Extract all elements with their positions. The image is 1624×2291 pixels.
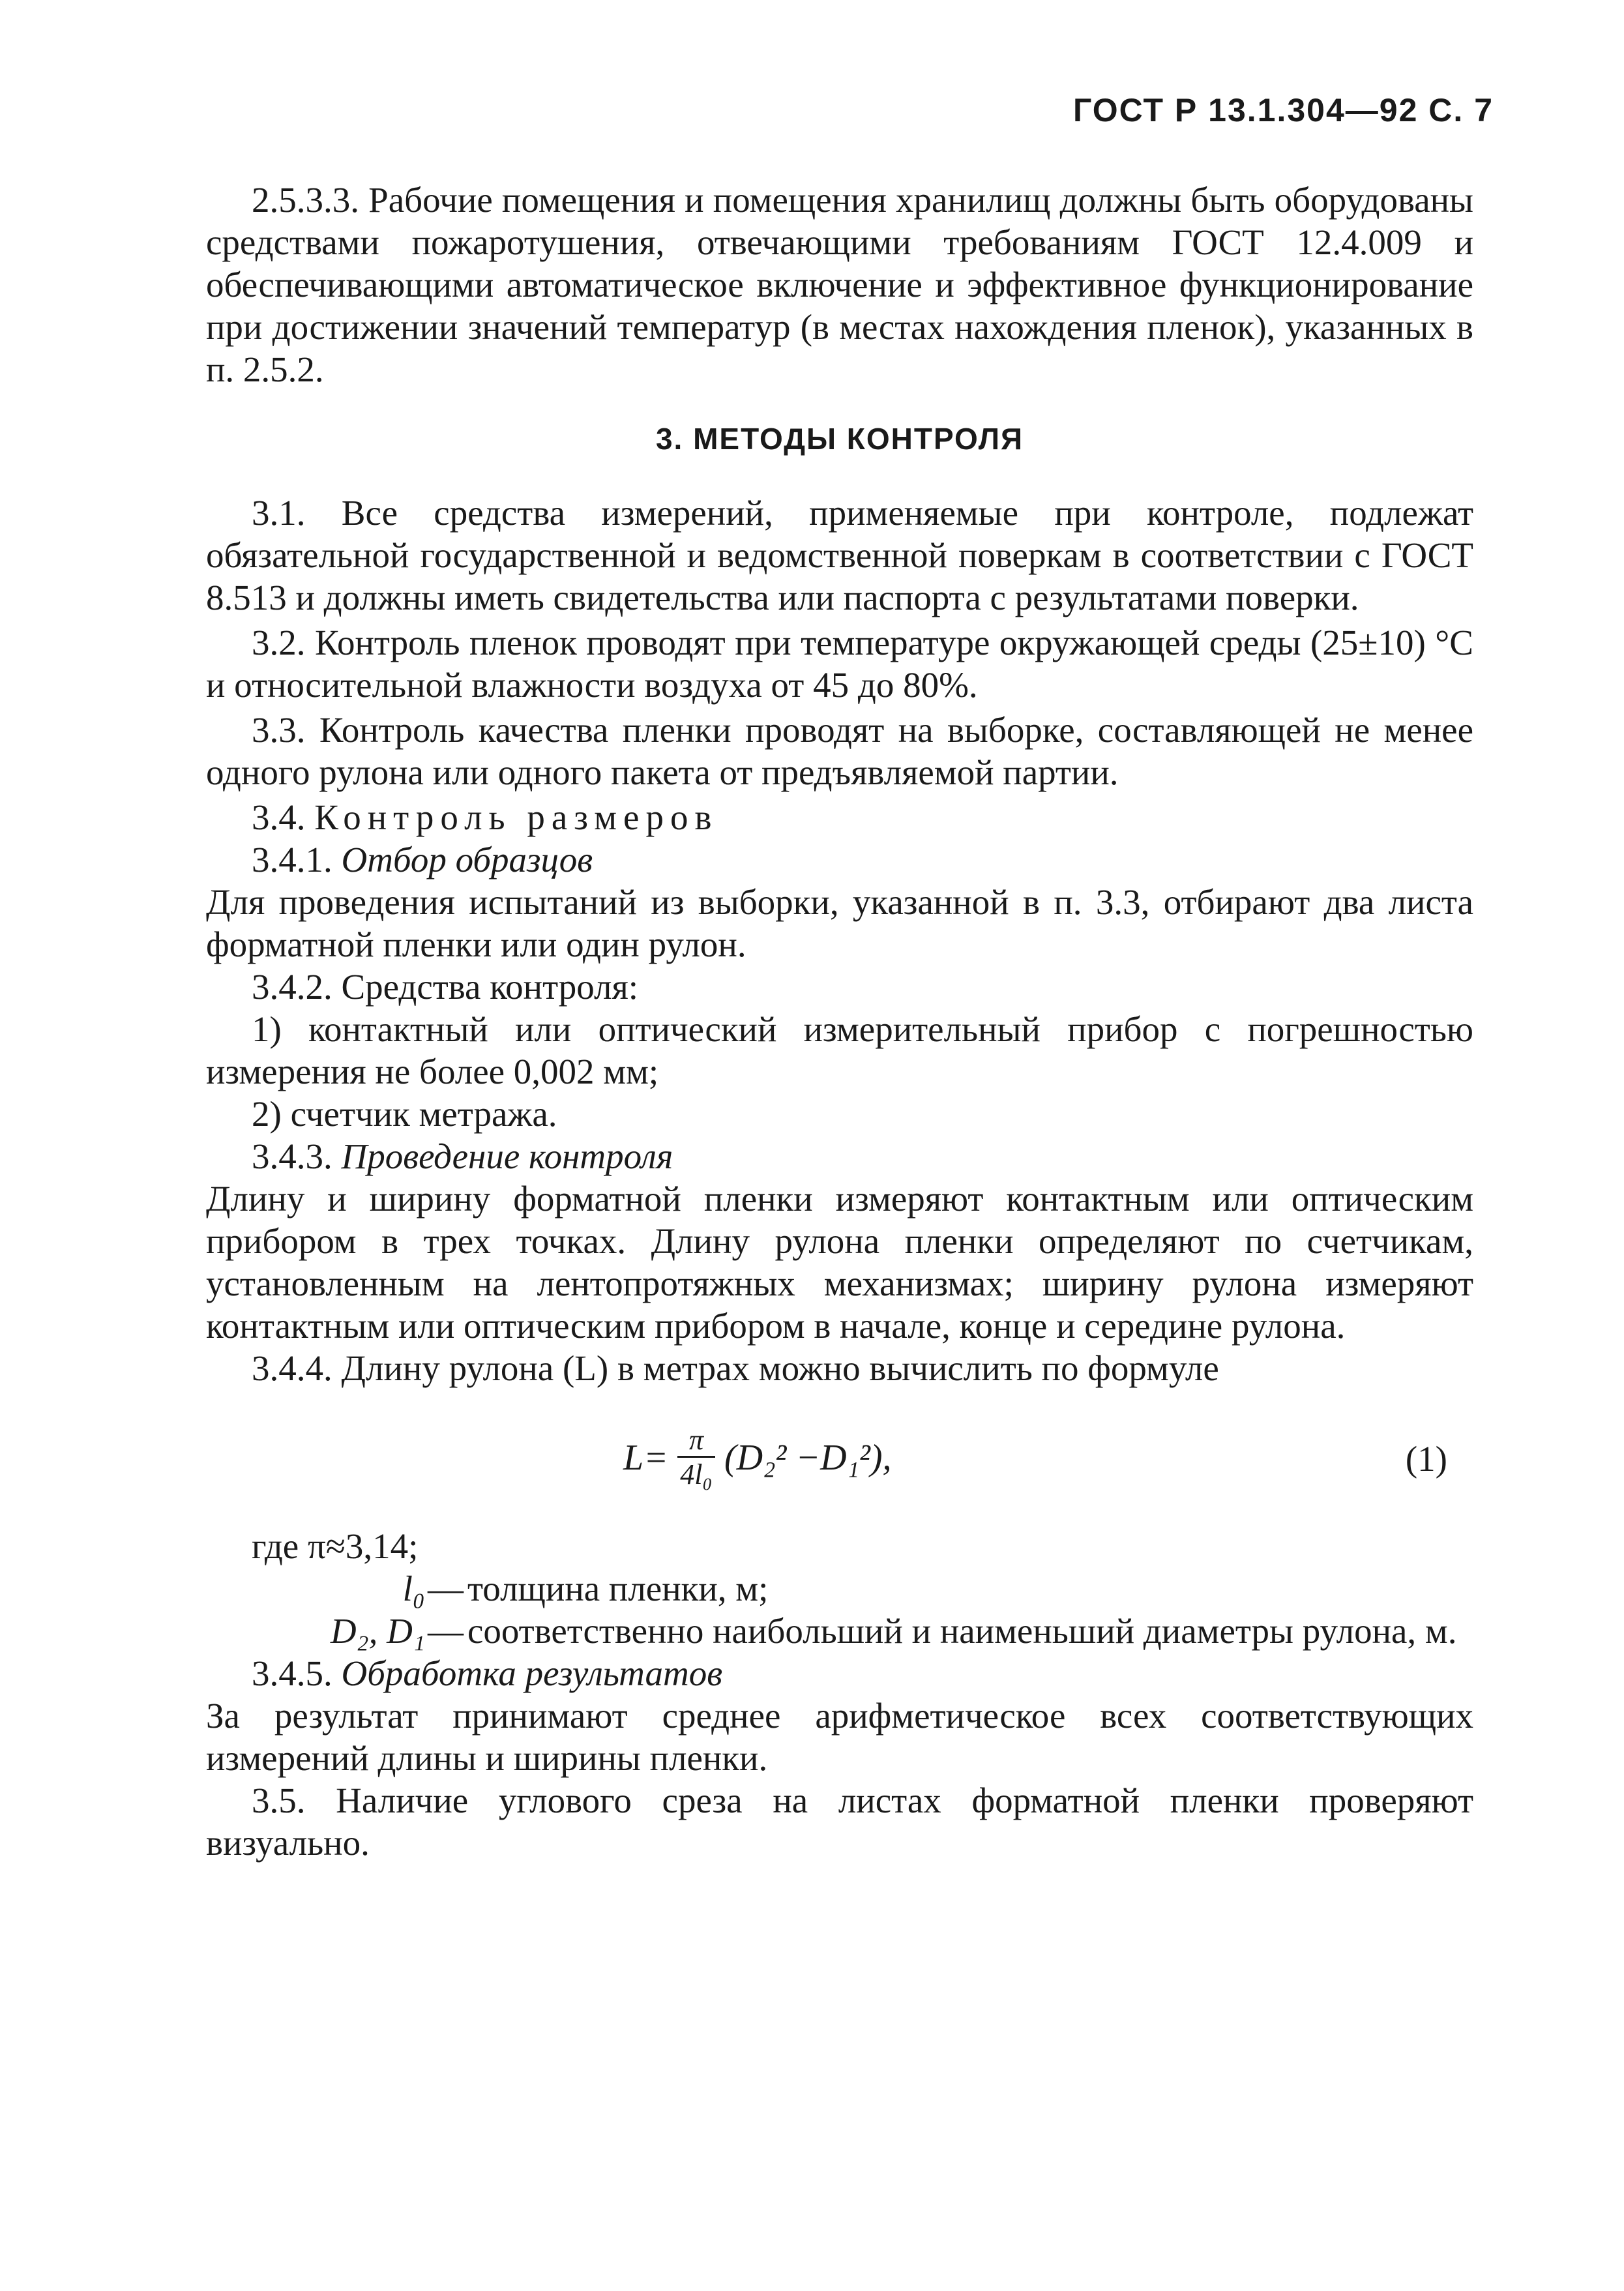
formula-lhs: L= [623,1438,668,1478]
list-item: 2) счетчик метража. [252,1094,557,1134]
formula [623,1425,891,1492]
section-title: 3. МЕТОДЫ КОНТРОЛЯ [655,422,1024,456]
paragraph-3-2: 3.2. Контроль пленок проводят при температуре окружающей среды (25±10) °С и относительной влажности воздуха от 45 до 80%. [206,623,1473,705]
formula-denominator: 4l₀ [680,1458,713,1490]
paragraph-3-4-1-text: Для проведения испытаний из выборки, указанной в п. 3.3, отбирают два листа форматной пленки или один рулон. [206,882,1473,964]
definition-row [206,1567,1473,1610]
paragraph-3-4-3-heading [206,1135,1473,1177]
definition-dash: — [428,1611,464,1651]
formula-numerator: π [677,1425,715,1458]
list-item: 1) контактный или оптический измерительный прибор с погрешностью измерения не более 0,002 мм; [206,1009,1473,1091]
paragraph-3-4-title: Контроль размеров [314,797,718,837]
paragraph-3-1: 3.1. Все средства измерений, применяемые при контроле, подлежат обязательной государственной и ведомственной поверкам в соответствии с ГОСТ 8.513 и должны иметь свидетельства или паспорта с результатами поверки. [206,493,1473,617]
formula-rhs: (D₂² −D₁²), [724,1438,892,1478]
document-body [206,179,1473,1864]
where-line: где π≈3,14; [252,1526,419,1566]
definition-symbol: D₂, D₁ [330,1611,425,1651]
paragraph-3-4-1-heading [206,838,1473,881]
paragraph-3-4-1-title: Отбор образцов [341,840,593,879]
paragraph-3-4-number: 3.4. [252,797,315,837]
paragraph-3-4 [206,796,1473,838]
paragraph-3-4-3-title: Проведение контроля [341,1136,673,1176]
page-header: ГОСТ Р 13.1.304—92 С. 7 [1073,92,1494,128]
paragraph-3-4-1-number: 3.4.1. [252,840,342,879]
definition-text: толщина пленки, м; [467,1569,769,1608]
paragraph-3-4-4: 3.4.4. Длину рулона (L) в метрах можно вычислить по формуле [252,1348,1219,1388]
paragraph-3-4-5-title: Обработка результатов [341,1653,723,1693]
paragraph-3-3: 3.3. Контроль качества пленки проводят на выборке, составляющей не менее одного рулона или одного пакета от предъявляемой партии. [206,710,1473,792]
paragraph-3-4-5-text: За результат принимают среднее арифметическое всех соответствующих измерений длины и ширины пленки. [206,1696,1473,1778]
paragraph-3-4-3-number: 3.4.3. [252,1136,342,1176]
paragraph-3-4-5-number: 3.4.5. [252,1653,342,1693]
equation-number: (1) [1405,1439,1447,1479]
definition-row [206,1610,1473,1652]
definition-symbol: l₀ [402,1569,425,1608]
paragraph-3-4-3-text: Длину и ширину форматной пленки измеряют контактным или оптическим прибором в трех точках. Длину рулона пленки определяют по счетчикам, установленным на лентопротяжных механизмах; ширину рулона измеряют контактным или оптическим прибором в начале, конце и середине рулона. [206,1179,1473,1346]
paragraph-3-4-5-heading [206,1652,1473,1694]
paragraph-2-5-3-3: 2.5.3.3. Рабочие помещения и помещения хранилищ должны быть оборудованы средствами пожаротушения, отвечающими требованиям ГОСТ 12.4.009 и обеспечивающими автоматическое включение и эффективное функционирование при достижении значений температур (в местах нахождения пленок), указанных в п. 2.5.2. [206,180,1473,389]
paragraph-3-4-2: 3.4.2. Средства контроля: [252,967,639,1007]
paragraph-3-5: 3.5. Наличие углового среза на листах форматной пленки проверяют визуально. [206,1781,1473,1863]
definition-dash: — [428,1569,464,1608]
definition-text: соответственно наибольший и наименьший диаметры рулона, м. [467,1611,1457,1651]
formula-block [206,1412,1473,1516]
formula-fraction [677,1425,715,1492]
